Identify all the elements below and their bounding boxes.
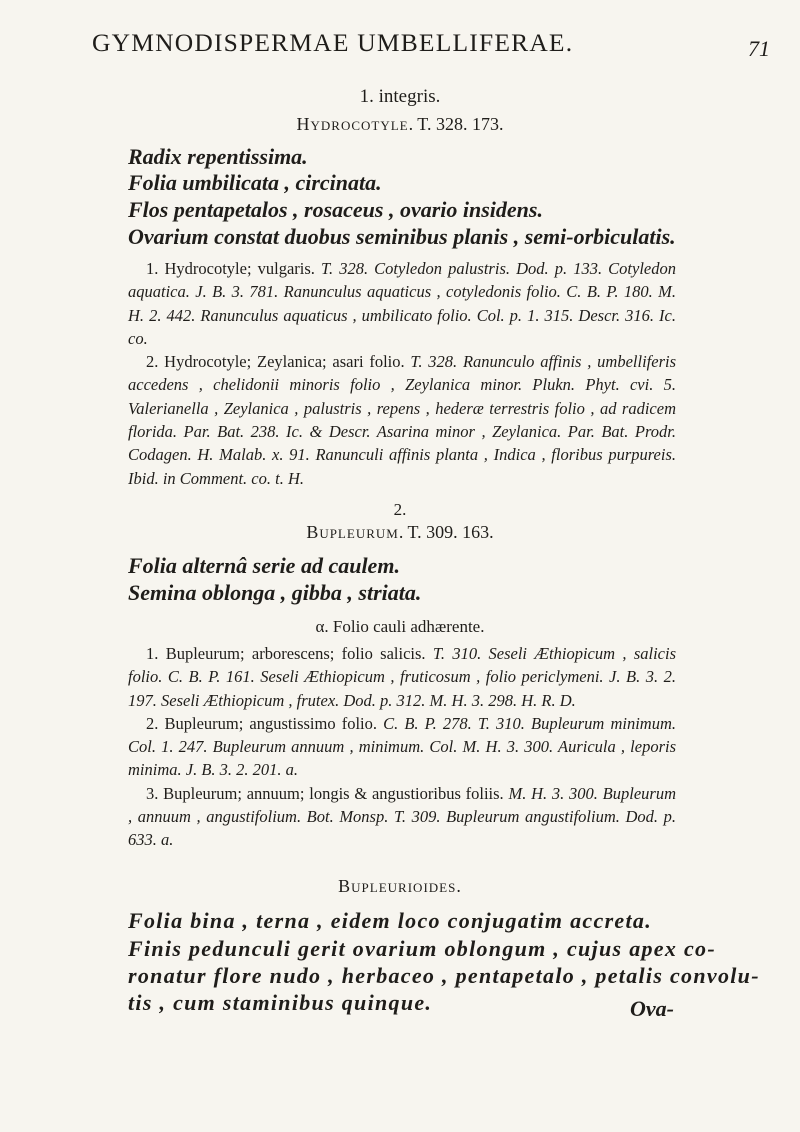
section-subhead: 1. integris. — [359, 86, 441, 107]
genus-name: Bupleurioides. — [338, 876, 462, 896]
species-synonyms: C. B. P. 278. T. 310. Bupleurum minimum. Col. 1. 247. Bupleurum annuum , minimum. Col. M. H. 3. 300. Auricula , leporis minima. J. B. 3. 2. 201. a. — [128, 713, 676, 780]
genus-character: Finis pedunculi gerit ovarium oblongum , cujus apex co- — [128, 936, 716, 961]
genus-character: Folia alternâ serie ad caulem. — [128, 553, 400, 578]
species-list — [128, 642, 676, 852]
species-lead: 3. Bupleurum; annuum; longis & angustioribus foliis. — [146, 783, 504, 803]
species-lead: 1. Bupleurum; arborescens; folio salicis. — [146, 644, 426, 663]
genus-character: Folia bina , terna , eidem loco conjugatim accreta. — [128, 908, 653, 933]
species-lead: 2. Hydrocotyle; Zeylanica; asari folio. — [146, 352, 405, 372]
genus-reference: . T. 328. 173. — [408, 114, 504, 134]
genus-character: tis , cum staminibus quinque. — [128, 990, 433, 1015]
species-entry — [128, 350, 676, 490]
species-synonyms: M. H. 3. 300. Bupleurum , annuum , angustifolium. Bot. Monsp. T. 309. Bupleurum angustifolium. Dod. p. 633. a. — [128, 783, 677, 850]
genus-reference: . T. 309. 163. — [398, 522, 494, 542]
genus-character: Ovarium constat duobus seminibus planis , semi-orbiculatis. — [128, 224, 676, 249]
genus-name: Hydrocotyle — [296, 114, 409, 134]
genus-character: Semina oblonga , gibba , striata. — [128, 580, 422, 605]
species-list — [128, 257, 676, 490]
species-synonyms: T. 328. Ranunculo affinis , umbelliferis accedens , chelidonii minoris folio , Zeylanica minor. Plukn. Phyt. cvi. 5. Valerianella , Zeylanica , palustris , repens , hederæ terrestris folio , ad radicem florida. Par. Bat. 238. Ic. & Descr. Asarina minor , Zeylanica. Par. Bat. Prodr. Codagen. H. Malab. x. 91. Ranunculi affinis planta , Indica , floribus purpureis. Ibid. in Comment. co. t. H. — [128, 352, 676, 488]
section-number: 2. — [393, 500, 407, 519]
species-entry — [128, 782, 676, 852]
section-subhead: α. Folio cauli adhærente. — [315, 617, 485, 636]
catchword: Ova- — [630, 996, 674, 1021]
species-synonyms: T. 310. Seseli Æthiopicum , salicis folio. C. B. P. 161. Seseli Æthiopicum , fruticosum , folio periclymeni. J. B. 3. 2. 197. Seseli Æthiopicum , frutex. Dod. p. 312. M. H. 3. 298. H. R. D. — [128, 644, 676, 710]
page-number: 71 — [748, 36, 770, 61]
genus-character: Radix repentissima. — [128, 144, 308, 169]
species-lead: 2. Bupleurum; angustissimo folio. — [146, 713, 377, 733]
genus-character: Flos pentapetalos , rosaceus , ovario insidens. — [128, 197, 543, 222]
genus-character: ronatur flore nudo , herbaceo , pentapetalo , petalis convolu- — [128, 963, 760, 988]
genus-heading — [0, 114, 800, 135]
genus-name: Bupleurum — [306, 522, 399, 542]
species-entry — [128, 642, 676, 712]
species-lead: 1. Hydrocotyle; vulgaris. — [146, 259, 315, 278]
species-entry — [128, 257, 676, 350]
running-head: GYMNODISPERMAE UMBELLIFERAE. — [92, 28, 574, 57]
species-entry — [128, 712, 676, 782]
genus-heading — [0, 522, 800, 543]
genus-character: Folia umbilicata , circinata. — [128, 170, 382, 195]
species-synonyms: T. 328. Cotyledon palustris. Dod. p. 133. Cotyledon aquatica. J. B. 3. 781. Ranunculus aquaticus , cotyledonis folio. C. B. P. 180. M. H. 2. 442. Ranunculus aquaticus , umbilicato folio. Col. p. 1. 315. Descr. 316. Ic. co. — [128, 259, 676, 348]
